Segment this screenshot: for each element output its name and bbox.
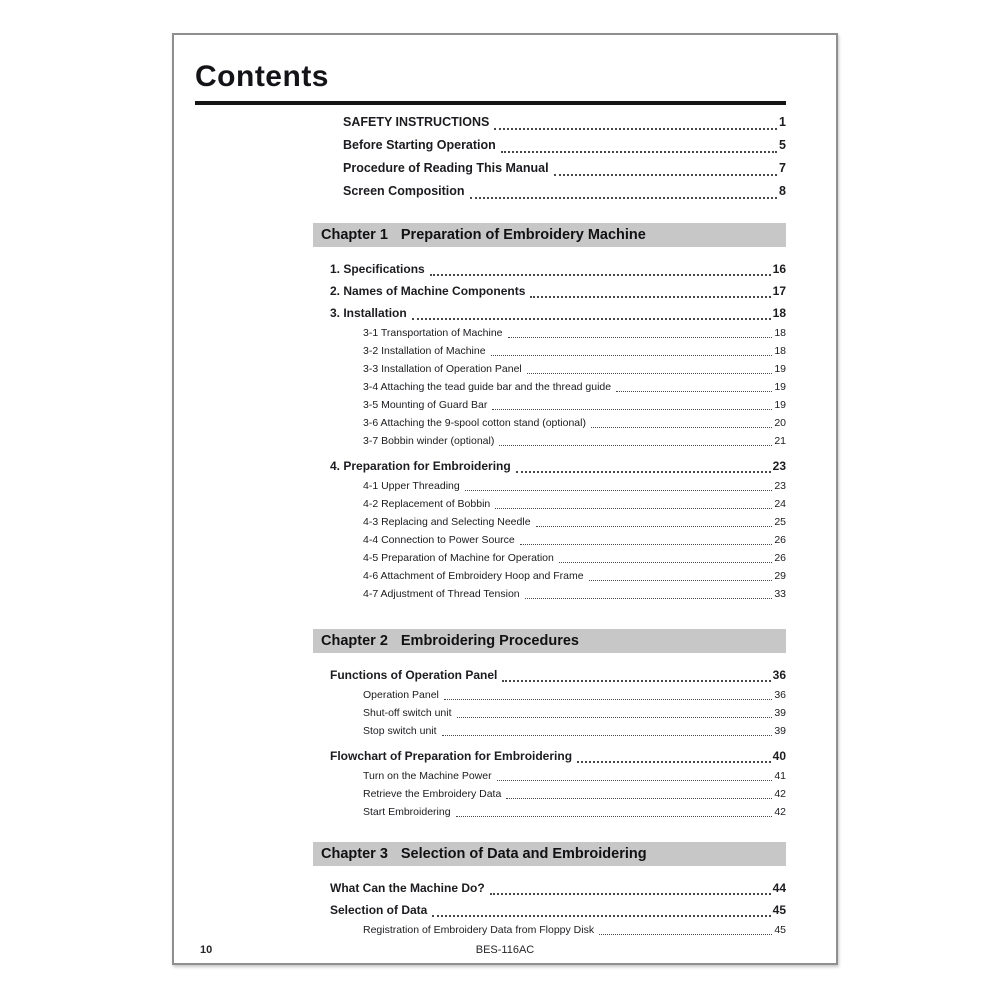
toc-dot-leader xyxy=(559,549,772,563)
toc-entry-label: 3-5 Mounting of Guard Bar xyxy=(363,399,488,411)
toc-row xyxy=(330,899,786,921)
toc-dot-leader xyxy=(554,157,777,176)
toc-row xyxy=(330,455,786,477)
toc-page-number: 26 xyxy=(774,534,786,546)
toc-entry-label: SAFETY INSTRUCTIONS xyxy=(343,115,490,129)
toc-row xyxy=(330,360,786,378)
toc-row xyxy=(330,767,786,785)
toc-entry-label: 4-3 Replacing and Selecting Needle xyxy=(363,516,531,528)
toc-dot-leader xyxy=(599,921,772,935)
toc-entry-label: Registration of Embroidery Data from Floppy Disk xyxy=(363,924,595,936)
toc-entry-label: Selection of Data xyxy=(330,903,428,917)
toc-row xyxy=(330,342,786,360)
toc-page-number: 42 xyxy=(774,788,786,800)
toc-row xyxy=(330,686,786,704)
toc-dot-leader xyxy=(591,414,772,428)
chapter-title: Embroidering Procedures xyxy=(400,633,579,649)
chapter-title: Preparation of Embroidery Machine xyxy=(400,227,646,243)
toc-entry-label: 3-4 Attaching the tead guide bar and the thread guide xyxy=(363,381,612,393)
toc-row xyxy=(330,722,786,740)
toc-row xyxy=(330,531,786,549)
toc-page-number: 45 xyxy=(774,924,786,936)
chapter-heading xyxy=(313,842,786,866)
toc-entry-label: 2. Names of Machine Components xyxy=(330,284,526,298)
toc-entry-label: Functions of Operation Panel xyxy=(330,668,498,682)
chapter-number: Chapter 2 xyxy=(321,633,388,649)
toc-entry-label: 1. Specifications xyxy=(330,262,425,276)
toc-page-number: 29 xyxy=(774,570,786,582)
toc-dot-leader xyxy=(530,280,770,298)
toc-page-number: 44 xyxy=(772,881,786,895)
toc-dot-leader xyxy=(497,767,773,781)
toc-row xyxy=(330,378,786,396)
toc-page-number: 19 xyxy=(774,399,786,411)
chapter-section xyxy=(174,223,836,603)
toc-dot-leader xyxy=(577,745,771,763)
chapter-number: Chapter 3 xyxy=(321,846,388,862)
toc-page-number: 20 xyxy=(774,417,786,429)
toc-page-number: 36 xyxy=(772,668,786,682)
toc-entry-label: 3-2 Installation of Machine xyxy=(363,345,486,357)
toc-dot-leader xyxy=(456,803,773,817)
toc-page-number: 19 xyxy=(774,363,786,375)
toc-page-number: 18 xyxy=(774,345,786,357)
toc-dot-leader xyxy=(536,513,773,527)
toc-entry-label: 3-1 Transportation of Machine xyxy=(363,327,503,339)
toc-dot-leader xyxy=(502,664,770,682)
toc-dot-leader xyxy=(499,432,772,446)
toc-row xyxy=(330,803,786,821)
chapter-heading xyxy=(313,223,786,247)
toc-row xyxy=(330,513,786,531)
toc-row xyxy=(330,549,786,567)
toc-entry-label: 3-7 Bobbin winder (optional) xyxy=(363,435,495,447)
chapter-number: Chapter 1 xyxy=(321,227,388,243)
toc-entry-label: Shut-off switch unit xyxy=(363,707,452,719)
toc-dot-leader xyxy=(494,111,777,130)
toc-dot-leader xyxy=(506,785,772,799)
toc-dot-leader xyxy=(457,704,773,718)
toc-row xyxy=(330,414,786,432)
toc-dot-leader xyxy=(616,378,772,392)
toc-entry-label: Retrieve the Embroidery Data xyxy=(363,788,502,800)
toc-row xyxy=(330,258,786,280)
toc-row xyxy=(330,477,786,495)
chapter-section xyxy=(174,629,836,821)
toc-page-number: 40 xyxy=(772,749,786,763)
toc-page-number: 41 xyxy=(774,770,786,782)
chapter-heading xyxy=(313,629,786,653)
toc-row xyxy=(330,396,786,414)
toc-row xyxy=(330,432,786,450)
front-matter-list xyxy=(343,111,786,203)
toc-page-number: 5 xyxy=(779,138,786,152)
toc-row xyxy=(330,745,786,767)
toc-row xyxy=(330,324,786,342)
toc-page-number: 25 xyxy=(774,516,786,528)
toc-entry-label: Turn on the Machine Power xyxy=(363,770,492,782)
toc-page-number: 33 xyxy=(774,588,786,600)
toc-entry-label: 4-7 Adjustment of Thread Tension xyxy=(363,588,520,600)
chapter-entries-list xyxy=(330,258,786,603)
toc-page-number: 23 xyxy=(774,480,786,492)
toc-entry-label: 4-5 Preparation of Machine for Operation xyxy=(363,552,554,564)
toc-row xyxy=(343,111,786,134)
chapter-entries-list xyxy=(330,877,786,939)
toc-entry-label: 4-4 Connection to Power Source xyxy=(363,534,515,546)
toc-page-number: 21 xyxy=(774,435,786,447)
toc-page-number: 24 xyxy=(774,498,786,510)
toc-dot-leader xyxy=(492,396,772,410)
toc-dot-leader xyxy=(444,686,772,700)
toc-dot-leader xyxy=(508,324,773,338)
toc-page-number: 1 xyxy=(779,115,786,129)
toc-row xyxy=(330,704,786,722)
toc-entry-label: Operation Panel xyxy=(363,689,439,701)
toc-entry-label: Before Starting Operation xyxy=(343,138,496,152)
toc-entry-label: Screen Composition xyxy=(343,184,465,198)
toc-dot-leader xyxy=(412,302,771,320)
toc-page-number: 19 xyxy=(774,381,786,393)
toc-entry-label: Procedure of Reading This Manual xyxy=(343,161,549,175)
chapter-entries-list xyxy=(330,664,786,821)
toc-row xyxy=(330,495,786,513)
manual-page xyxy=(172,33,838,965)
toc-entry-label: 3-6 Attaching the 9-spool cotton stand (optional) xyxy=(363,417,586,429)
toc-entry-label: 4-1 Upper Threading xyxy=(363,480,460,492)
chapter-section xyxy=(174,842,836,939)
toc-row xyxy=(330,877,786,899)
toc-dot-leader xyxy=(470,180,778,199)
toc-dot-leader xyxy=(516,455,771,473)
page-footer xyxy=(174,944,836,958)
toc-page-number: 16 xyxy=(772,262,786,276)
toc-page-number: 23 xyxy=(772,459,786,473)
toc-dot-leader xyxy=(442,722,773,736)
toc-row xyxy=(343,180,786,203)
toc-dot-leader xyxy=(589,567,773,581)
toc-page-number: 45 xyxy=(772,903,786,917)
toc-page-number: 39 xyxy=(774,707,786,719)
footer-doc-code: BES-116AC xyxy=(475,944,535,956)
toc-entry-label: 4-2 Replacement of Bobbin xyxy=(363,498,491,510)
toc-dot-leader xyxy=(465,477,773,491)
toc-page-number: 17 xyxy=(772,284,786,298)
footer-page-number: 10 xyxy=(200,944,213,956)
toc-row xyxy=(330,567,786,585)
toc-row xyxy=(343,157,786,180)
toc-entry-label: Stop switch unit xyxy=(363,725,437,737)
toc-page-number: 7 xyxy=(779,161,786,175)
toc-row xyxy=(330,280,786,302)
toc-entry-label: 3-3 Installation of Operation Panel xyxy=(363,363,522,375)
toc-entry-label: Flowchart of Preparation for Embroidering xyxy=(330,749,573,763)
toc-dot-leader xyxy=(490,877,771,895)
toc-row xyxy=(330,664,786,686)
toc-dot-leader xyxy=(520,531,773,545)
toc-dot-leader xyxy=(527,360,773,374)
toc-entry-label: 4-6 Attachment of Embroidery Hoop and Frame xyxy=(363,570,584,582)
toc-entry-label: What Can the Machine Do? xyxy=(330,881,485,895)
toc-row xyxy=(343,134,786,157)
toc-row xyxy=(330,921,786,939)
toc-page-number: 39 xyxy=(774,725,786,737)
toc-page-number: 18 xyxy=(774,327,786,339)
toc-entry-label: 3. Installation xyxy=(330,306,407,320)
toc-dot-leader xyxy=(525,585,773,599)
toc-page-number: 18 xyxy=(772,306,786,320)
toc-dot-leader xyxy=(430,258,771,276)
toc-row xyxy=(330,585,786,603)
toc-page-number: 8 xyxy=(779,184,786,198)
toc-dot-leader xyxy=(501,134,777,153)
toc-row xyxy=(330,785,786,803)
toc-entry-label: 4. Preparation for Embroidering xyxy=(330,459,511,473)
page-title: Contents xyxy=(195,60,329,93)
chapters-container xyxy=(174,223,836,939)
toc-page-number: 26 xyxy=(774,552,786,564)
toc-entry-label: Start Embroidering xyxy=(363,806,451,818)
toc-page-number: 42 xyxy=(774,806,786,818)
title-rule xyxy=(195,101,786,105)
toc-dot-leader xyxy=(495,495,772,509)
toc-dot-leader xyxy=(432,899,770,917)
toc-page-number: 36 xyxy=(774,689,786,701)
toc-dot-leader xyxy=(491,342,773,356)
chapter-title: Selection of Data and Embroidering xyxy=(400,846,647,862)
toc-row xyxy=(330,302,786,324)
